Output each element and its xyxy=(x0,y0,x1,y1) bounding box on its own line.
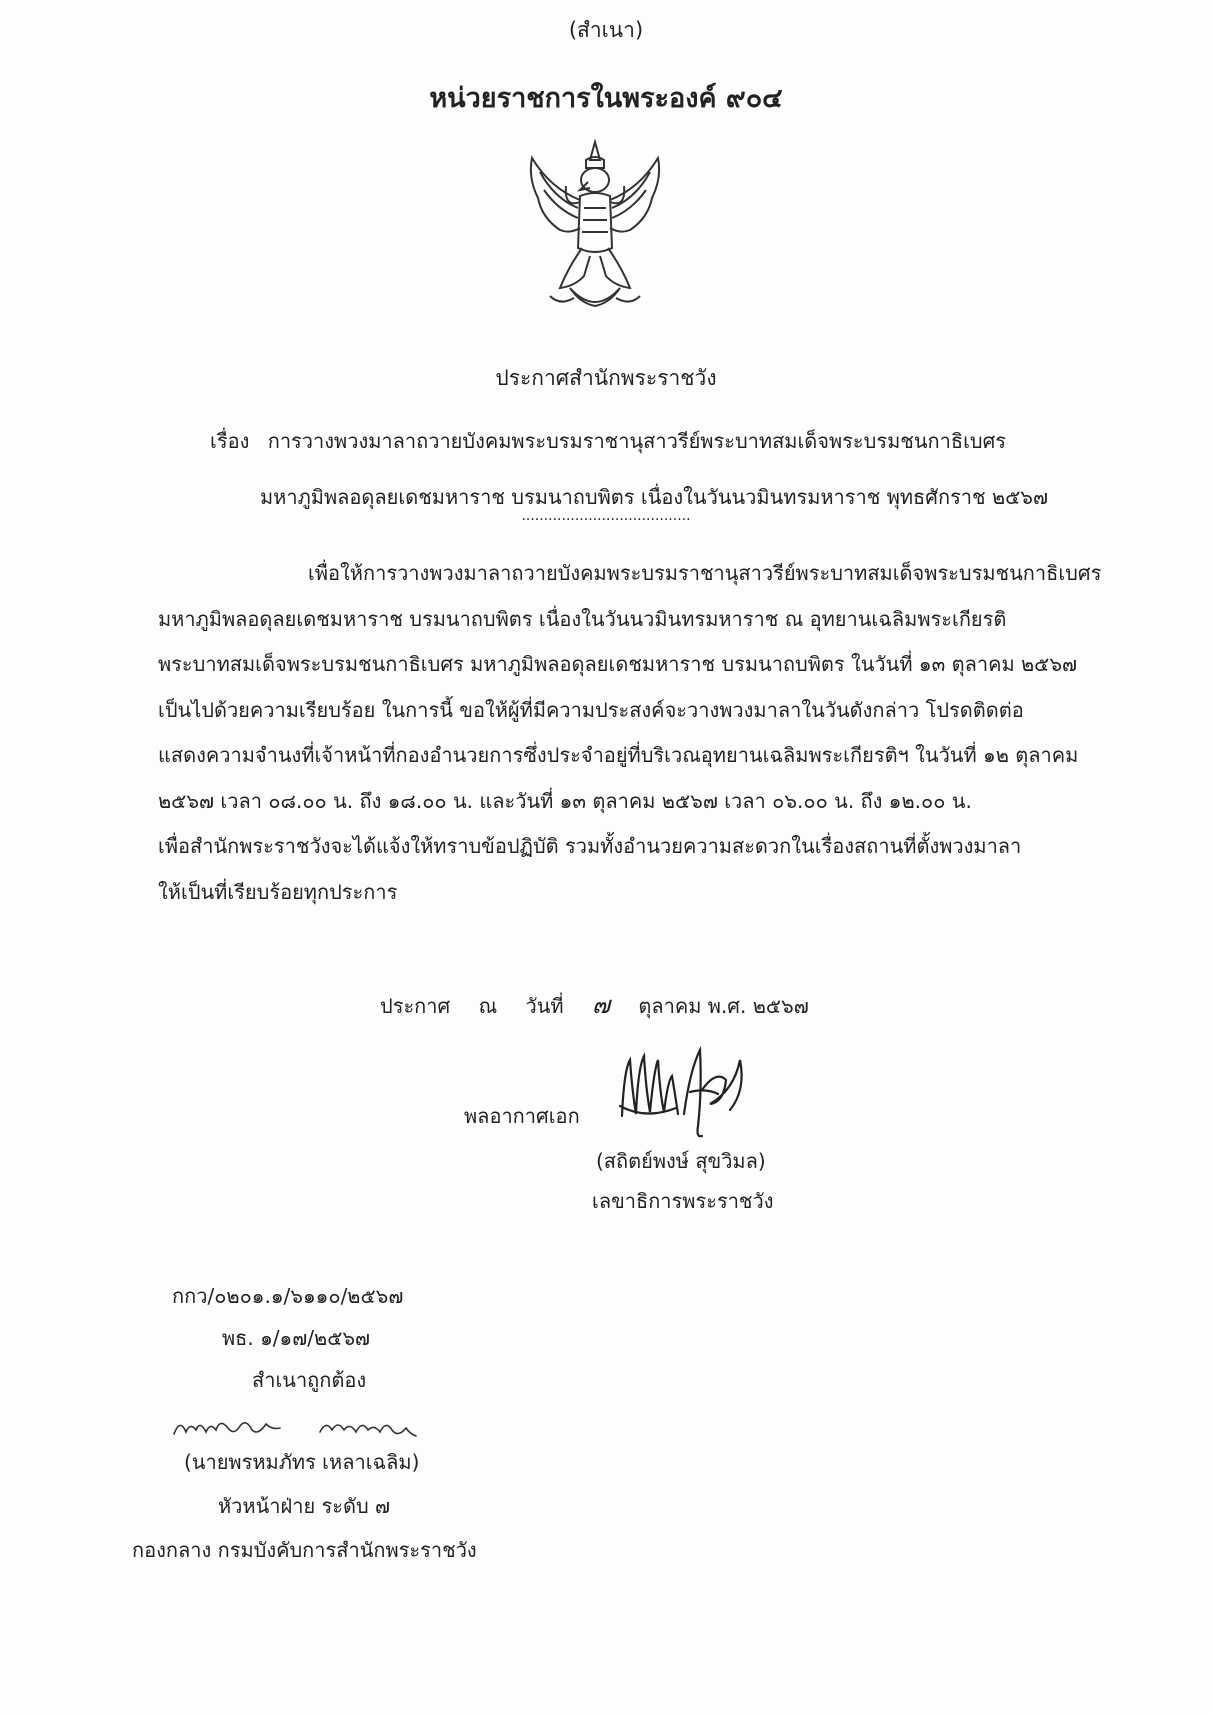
separator-dots: ...................................... xyxy=(521,508,691,524)
dateline-at: ณ xyxy=(478,994,498,1018)
certifier-organization: กองกลาง กรมบังคับการสำนักพระราชวัง xyxy=(132,1538,477,1562)
reference-number-2: พธ. ๑/๑๗/๒๕๖๗ xyxy=(222,1326,371,1350)
dateline-day-label: วันที่ xyxy=(525,994,564,1018)
body-line: มหาภูมิพลอดุลยเดชมหาราช บรมนาถบพิตร เนื่องในวันนวมินทรมหาราช ณ อุทยานเฉลิมพระเกียรติ xyxy=(158,606,1007,631)
certifier-position: หัวหน้าฝ่าย ระดับ ๗ xyxy=(218,1494,391,1518)
body-line: เพื่อให้การวางพวงมาลาถวายบังคมพระบรมราชานุสาวรีย์พระบาทสมเด็จพระบรมชนกาธิเบศร xyxy=(308,561,1102,585)
signatory-name: (สถิตย์พงษ์ สุขวิมล) xyxy=(596,1149,766,1173)
dateline-announced: ประกาศ xyxy=(380,994,451,1018)
unit-name: หน่วยราชการในพระองค์ ๙๐๔ xyxy=(429,83,783,114)
garuda-emblem-icon xyxy=(520,138,670,318)
signatory-rank: พลอากาศเอก xyxy=(464,1104,580,1128)
subject-line-1 xyxy=(210,413,1048,469)
reference-number-1: กกว/๐๒๐๑.๑/๖๑๑๐/๒๕๖๗ xyxy=(172,1284,404,1308)
body-paragraph xyxy=(158,551,1102,915)
subject-text-2: มหาภูมิพลอดุลยเดชมหาราช บรมนาถบพิตร เนื่องในวันนวมินทรมหาราช พุทธศักราช ๒๕๖๗ xyxy=(260,485,1049,509)
body-line: ให้เป็นที่เรียบร้อยทุกประการ xyxy=(158,879,398,904)
subject-text-1: การวางพวงมาลาถวายบังคมพระบรมราชานุสาวรีย์พระบาทสมเด็จพระบรมชนกาธิเบศร xyxy=(267,429,1007,453)
body-line: เป็นไปด้วยความเรียบร้อย ในการนี้ ขอให้ผู้ที่มีความประสงค์จะวางพวงมาลาในวันดังกล่าว โปรดติดต่อ xyxy=(158,697,1024,722)
signature-certifier xyxy=(170,1408,450,1448)
certified-copy-label: สำเนาถูกต้อง xyxy=(252,1368,367,1392)
body-line: เพื่อสำนักพระราชวังจะได้แจ้งให้ทราบข้อปฏิบัติ รวมทั้งอำนวยความสะดวกในเรื่องสถานที่ตั้งพวงมาลา xyxy=(158,834,1022,858)
dateline-day-handwritten: ๗ xyxy=(591,991,610,1019)
body-line: พระบาทสมเด็จพระบรมชนกาธิเบศร มหาภูมิพลอดุลยเดชมหาราช บรมนาถบพิตร ในวันที่ ๑๓ ตุลาคม ๒๕๖๗ xyxy=(158,652,1078,676)
dateline-month-year: ตุลาคม พ.ศ. ๒๕๖๗ xyxy=(638,994,809,1018)
dateline xyxy=(380,985,831,1024)
announcement-heading: ประกาศสำนักพระราชวัง xyxy=(495,366,717,390)
subject-label: เรื่อง xyxy=(210,429,250,453)
signatory-position: เลขาธิการพระราชวัง xyxy=(592,1189,774,1213)
copy-label: (สำเนา) xyxy=(568,18,644,42)
signature-secretary-general xyxy=(606,1030,766,1150)
certifier-name: (นายพรหมภัทร เหลาเฉลิม) xyxy=(184,1450,420,1474)
body-line: แสดงความจำนงที่เจ้าหน้าที่กองอำนวยการซึ่งประจำอยู่ที่บริเวณอุทยานเฉลิมพระเกียรติฯ ในวันที่ ๑๒ ตุลาคม xyxy=(158,743,1079,767)
body-line: ๒๕๖๗ เวลา ๐๘.๐๐ น. ถึง ๑๘.๐๐ น. และวันที่ ๑๓ ตุลาคม ๒๕๖๗ เวลา ๐๖.๐๐ น. ถึง ๑๒.๐๐ น. xyxy=(158,788,972,813)
